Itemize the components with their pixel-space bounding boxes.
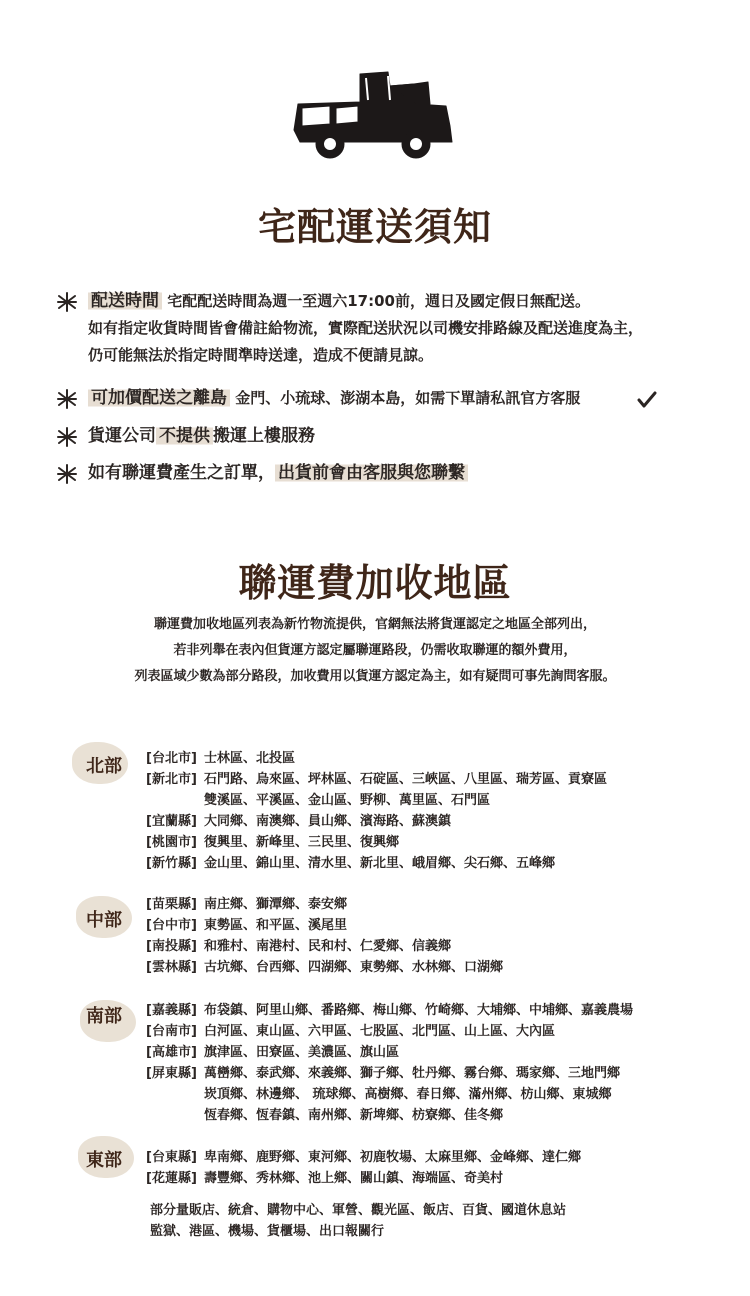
asterisk-bullet-icon xyxy=(56,388,78,410)
footer-line: 監獄、港區、機場、貨櫃場、出口報關行 xyxy=(150,1224,385,1239)
region-south-label: 南部 xyxy=(86,1006,122,1027)
area-row: [新北市] 石門路、烏來區、坪林區、石碇區、三峽區、八里區、瑞芳區、貢寮區 xyxy=(146,772,608,787)
region-north-label: 北部 xyxy=(86,756,122,777)
shipping-title: 宅配運送須知 xyxy=(257,205,492,249)
area-row-continued: 崁頂鄉、林邊鄉、 琉球鄉、高樹鄉、春日鄉、滿州鄉、枋山鄉、東城鄉 xyxy=(204,1087,612,1102)
extra-fee-highlight: 出貨前會由客服與您聯繫 xyxy=(275,463,468,483)
checkmark-icon xyxy=(636,390,658,410)
islands-text: 金門、小琉球、澎湖本島，如需下單請私訊官方客服 xyxy=(235,389,581,407)
area-row-continued: 雙溪區、平溪區、金山區、野柳、萬里區、石門區 xyxy=(204,793,491,808)
asterisk-bullet-icon xyxy=(56,463,78,485)
note-extra-fee xyxy=(56,460,736,488)
intro-line: 若非列舉在表內但貨運方認定屬聯運路段，仍需收取聯運的額外費用， xyxy=(173,643,577,658)
area-row: [桃園市] 復興里、新峰里、三民里、復興鄉 xyxy=(146,835,400,850)
no-carry-text1: 貨運公司 xyxy=(88,426,156,446)
area-row: [台東縣] 卑南鄉、鹿野鄉、東河鄉、初鹿牧場、太麻里鄉、金峰鄉、達仁鄉 xyxy=(146,1150,582,1165)
area-row: [南投縣] 和雅村、南港村、民和村、仁愛鄉、信義鄉 xyxy=(146,939,452,954)
delivery-time-label: 配送時間 xyxy=(88,291,162,311)
area-row: [嘉義縣] 布袋鎮、阿里山鄉、番路鄉、梅山鄉、竹崎鄉、大埔鄉、中埔鄉、嘉義農場 xyxy=(146,1003,634,1018)
extra-fee-text1: 如有聯運費產生之訂單， xyxy=(88,463,275,483)
area-row: [屏東縣] 萬巒鄉、泰武鄉、來義鄉、獅子鄉、牡丹鄉、霧台鄉、瑪家鄉、三地門鄉 xyxy=(146,1066,621,1081)
area-row: [雲林縣] 古坑鄉、台西鄉、四湖鄉、東勢鄉、水林鄉、口湖鄉 xyxy=(146,960,504,975)
delivery-time-line2: 如有指定收貨時間皆會備註給物流，實際配送狀況以司機安排路線及配送進度為主， xyxy=(88,319,644,337)
area-row: [新竹縣] 金山里、錦山里、清水里、新北里、峨眉鄉、尖石鄉、五峰鄉 xyxy=(146,856,556,871)
region-central-label: 中部 xyxy=(86,910,122,931)
surcharge-intro xyxy=(0,612,750,690)
asterisk-bullet-icon xyxy=(56,426,78,448)
region-east-label: 東部 xyxy=(86,1150,122,1171)
area-row: [台北市] 士林區、北投區 xyxy=(146,751,296,766)
delivery-time-line1: 宅配配送時間為週一至週六17:00前，週日及國定假日無配送。 xyxy=(167,292,590,310)
asterisk-bullet-icon xyxy=(56,291,78,313)
footer-line: 部分量販店、統倉、購物中心、軍營、觀光區、飯店、百貨、國道休息站 xyxy=(150,1203,567,1218)
note-islands xyxy=(56,385,736,413)
area-row: [台南市] 白河區、東山區、六甲區、七股區、北門區、山上區、大內區 xyxy=(146,1024,556,1039)
area-row: [高雄市] 旗津區、田寮區、美濃區、旗山區 xyxy=(146,1045,400,1060)
intro-line: 聯運費加收地區列表為新竹物流提供，官網無法將貨運認定之地區全部列出， xyxy=(153,617,596,632)
area-row: [台中市] 東勢區、和平區、溪尾里 xyxy=(146,918,348,933)
islands-label: 可加價配送之離島 xyxy=(88,388,230,408)
note-no-carry xyxy=(56,423,736,451)
area-row: [苗栗縣] 南庄鄉、獅潭鄉、泰安鄉 xyxy=(146,897,348,912)
delivery-time-line3: 仍可能無法於指定時間準時送達，造成不便請見諒。 xyxy=(88,346,434,364)
intro-line: 列表區域少數為部分路段，加收費用以貨運方認定為主，如有疑問可事先詢問客服。 xyxy=(134,669,616,684)
area-row: [花蓮縣] 壽豐鄉、秀林鄉、池上鄉、關山鎮、海端區、奇美村 xyxy=(146,1171,504,1186)
note-delivery-time xyxy=(56,288,736,372)
truck-icon xyxy=(290,66,456,160)
area-row: [宜蘭縣] 大同鄉、南澳鄉、員山鄉、濱海路、蘇澳鎮 xyxy=(146,814,452,829)
surcharge-title: 聯運費加收地區 xyxy=(238,561,512,605)
area-row-continued: 恆春鄉、恆春鎮、南州鄉、新埤鄉、枋寮鄉、佳冬鄉 xyxy=(204,1108,504,1123)
no-carry-highlight: 不提供 xyxy=(156,426,213,446)
no-carry-text2: 搬運上樓服務 xyxy=(213,426,315,446)
